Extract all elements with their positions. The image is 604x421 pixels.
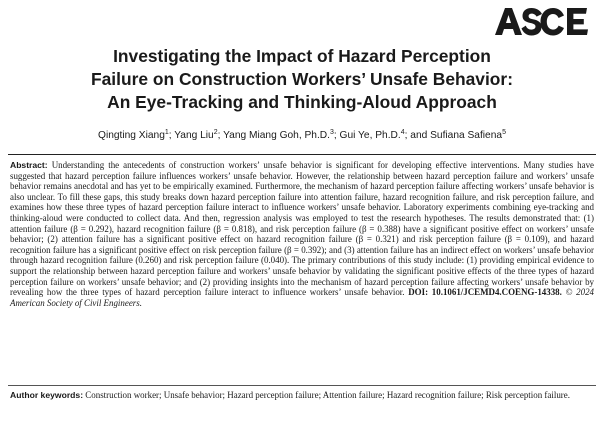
paper-title-line: Failure on Construction Workers’ Unsafe Behavior: <box>91 69 513 89</box>
author-name: Sufiana Safiena <box>430 130 503 141</box>
author-name: Yang Miang Goh, Ph.D. <box>223 130 330 141</box>
paper-title-line: Investigating the Impact of Hazard Perception <box>113 46 491 66</box>
author-affiliation-mark: 4 <box>400 129 405 136</box>
asce-logo <box>494 6 590 36</box>
keywords-divider <box>8 385 596 386</box>
author-name: Gui Ye, Ph.D. <box>339 130 401 141</box>
author-separator: ; <box>333 130 340 141</box>
asce-logo-graphic <box>494 6 590 36</box>
copyright-notice: © 2024 American Society of Civil Engineers. <box>10 287 594 308</box>
keywords-label: Author keywords: <box>10 390 84 400</box>
abstract-label: Abstract: <box>10 160 48 170</box>
author-separator: ; and <box>404 130 431 141</box>
author-list <box>0 130 604 141</box>
top-divider <box>8 154 596 155</box>
author-name: Qingting Xiang <box>98 130 165 141</box>
abstract <box>10 160 594 308</box>
doi-link[interactable]: DOI: 10.1061/JCEMD4.COENG-14338. <box>408 287 562 298</box>
author-affiliation-mark: 1 <box>164 129 169 136</box>
author-affiliation-mark: 5 <box>502 129 506 136</box>
author-keywords <box>10 390 594 401</box>
keywords-body: Construction worker; Unsafe behavior; Hazard perception failure; Attention failure; Hazard recognition failure; Risk perception failure. <box>85 390 570 400</box>
paper-title-line: An Eye-Tracking and Thinking-Aloud Approach <box>107 92 497 112</box>
author-affiliation-mark: 3 <box>329 129 334 136</box>
paper-title <box>0 45 604 114</box>
abstract-body: Understanding the antecedents of construction workers’ unsafe behavior is significant for developing effective interventions. Many studies have suggested that hazard perception failure influences workers’ unsafe behavior. However, the relationship between hazard perception failure and workers’ unsafe behavior remains anecdotal and has yet to be empirically examined. Furthermore, the mechanism of hazard perception failure affecting workers’ unsafe behavior is also unclear. To fill these gaps, this study breaks down hazard perception failure into attention failure, hazard recognition failure, and risk perception failure, and examines how these three types of hazard perception failure interact to influence workers’ unsafe behavior. Laboratory experiments combining eye-tracking and thinking-aloud were conducted to collect data. And then, regression analysis was employed to test the research hypotheses. The results demonstrated that: (1) attention failure (β = 0.292), hazard recognition failure (β = 0.818), and risk perception failure (β = 0.388) have a significant positive effect on workers’ unsafe behavior; (2) attention failure has a significant positive effect on hazard recognition failure (β = 0.321) and risk perception failure (β = 0.109), and hazard recognition failure has a significant positive effect on risk perception failure (β = 0.392); and (3) attention failure has an indirect effect on workers’ unsafe behavior through hazard recognition failure (0.260) and risk perception failure (0.040). The primary contributions of this study include: (1) providing empirical evidence to support the relationship between hazard perception failure and workers’ unsafe behavior by validating the significant positive effects of the three types of hazard perception failure on workers’ unsafe behavior; and (2) providing insights into the mechanism of hazard perception failure affecting workers’ unsafe behavior by revealing how the three types of hazard perception failure interact to influence workers’ unsafe behavior. <box>10 160 594 298</box>
author-name: Yang Liu <box>174 130 214 141</box>
author-affiliation-mark: 2 <box>213 129 218 136</box>
author-separator: ; <box>217 130 224 141</box>
author-separator: ; <box>168 130 175 141</box>
